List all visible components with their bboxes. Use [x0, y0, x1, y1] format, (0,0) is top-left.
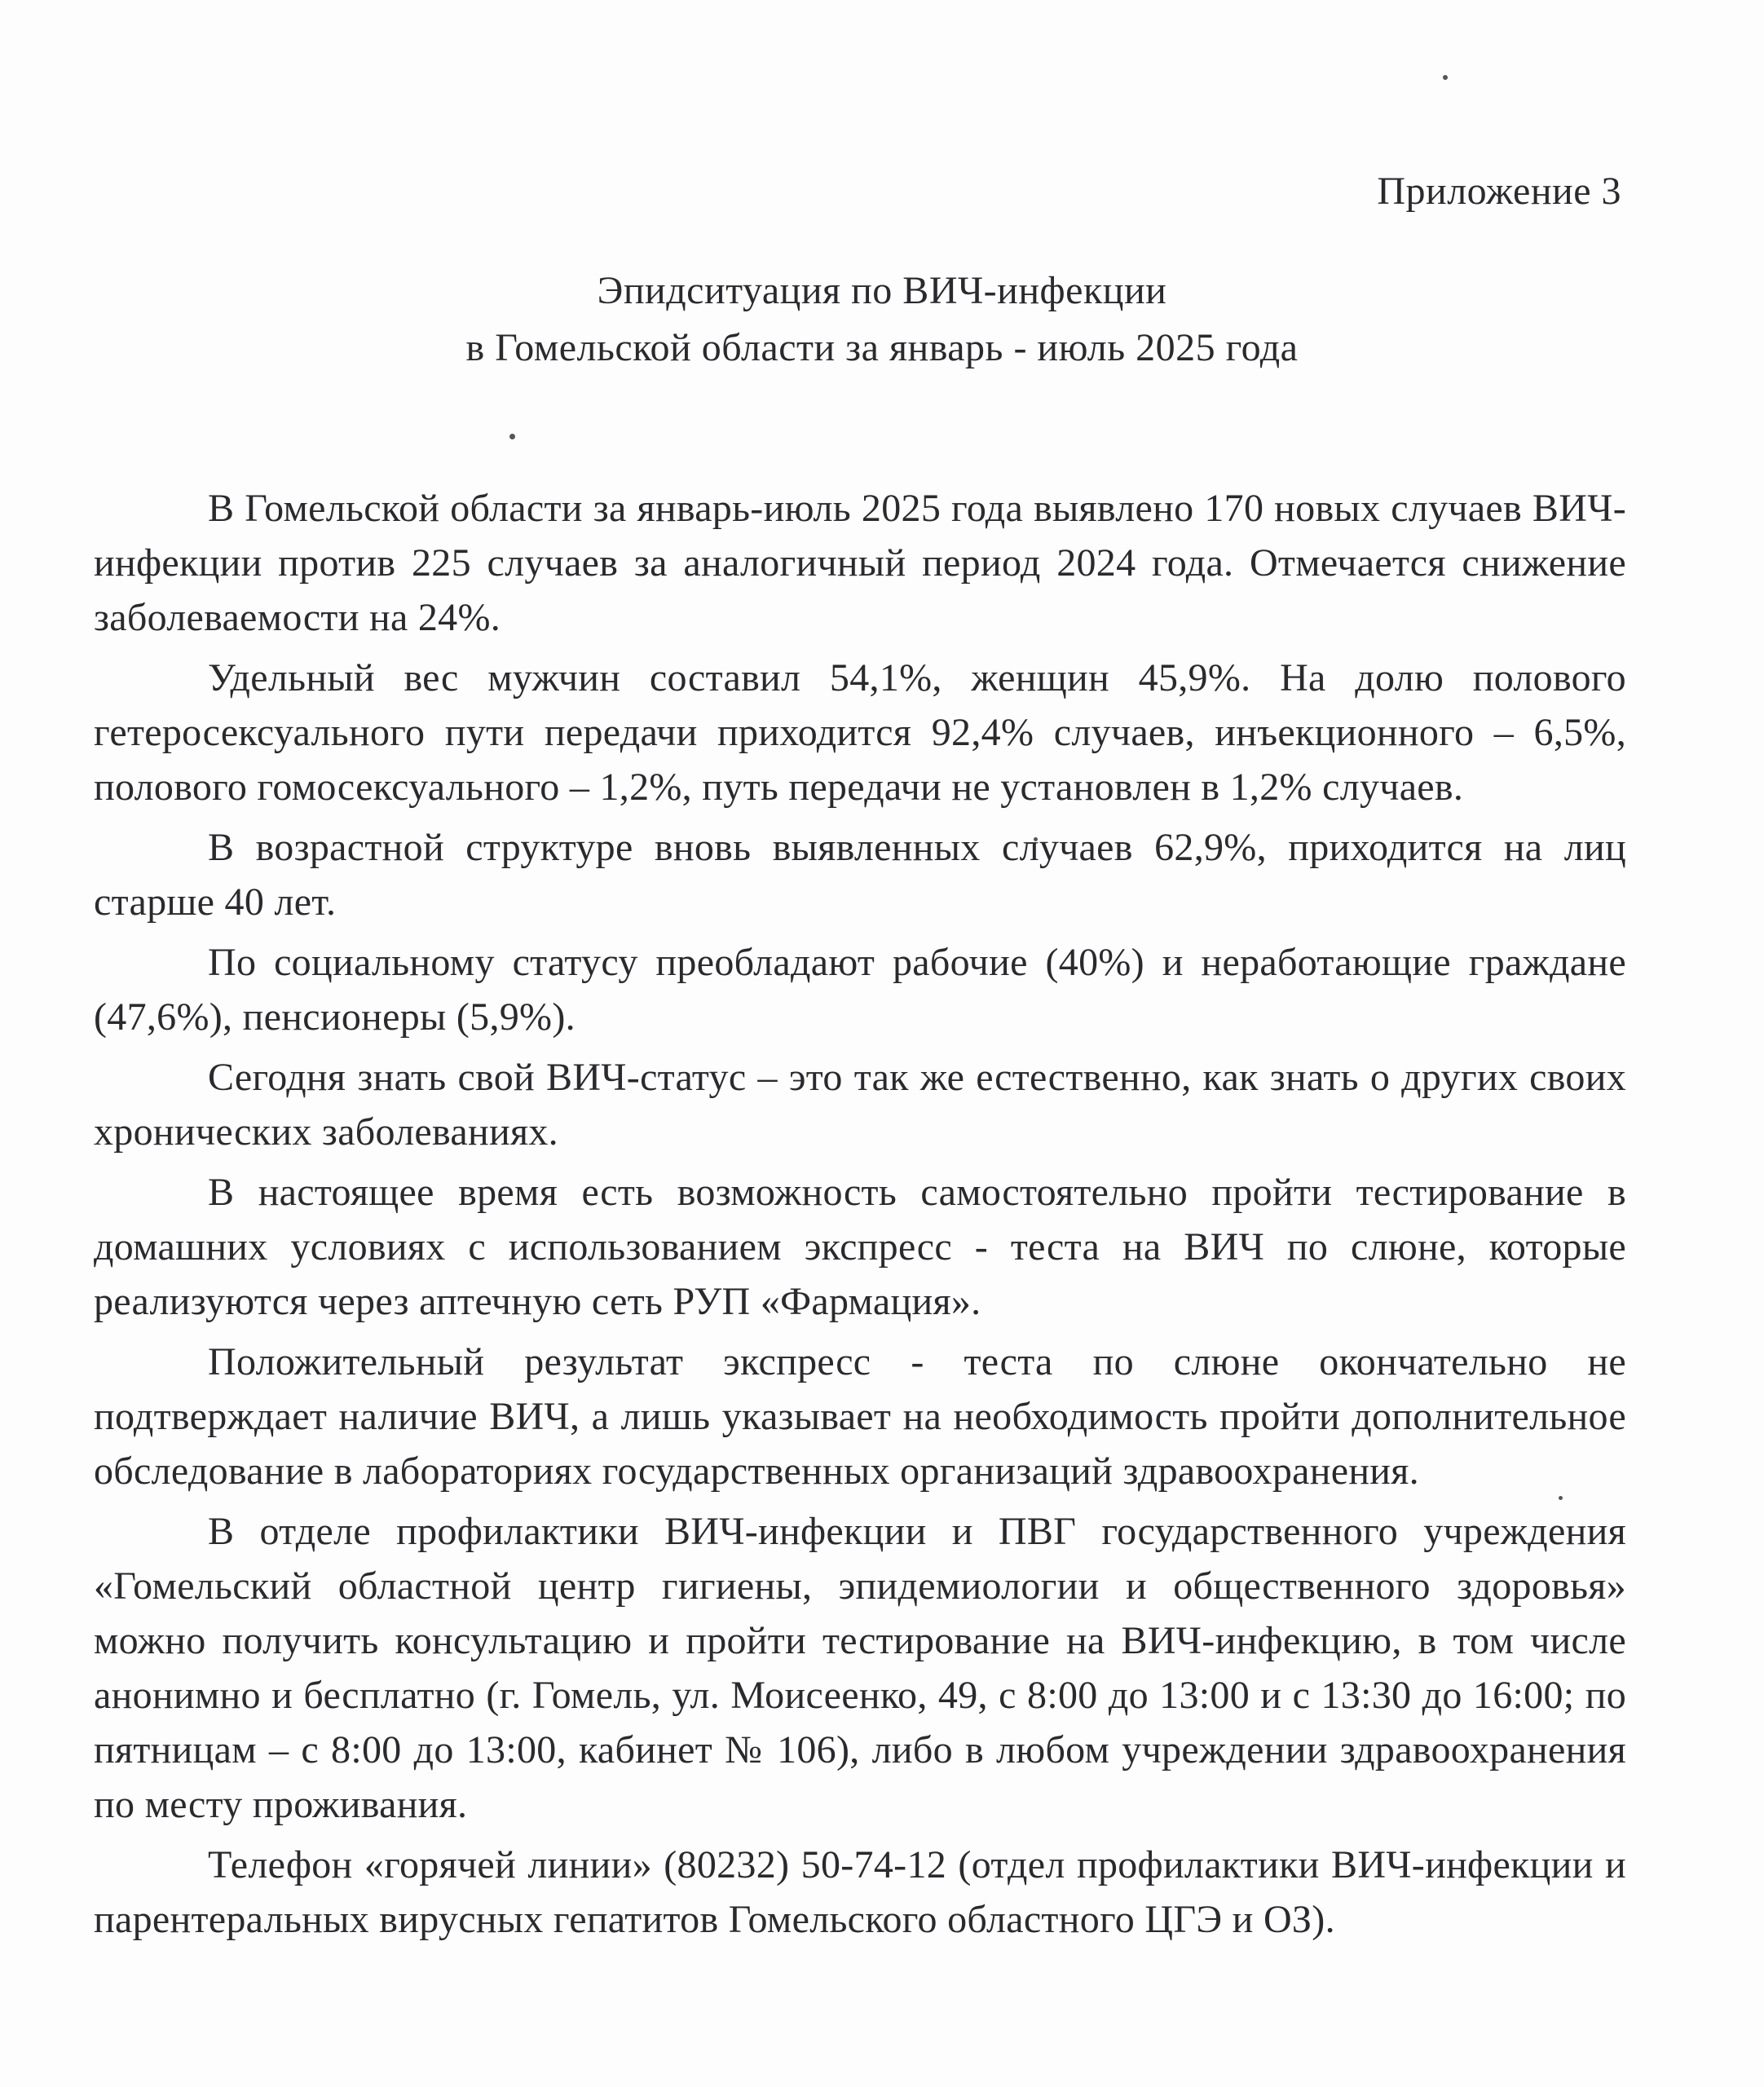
- title-line-1: Эпидситуация по ВИЧ-инфекции: [597, 269, 1167, 312]
- scan-speck: [1443, 75, 1448, 80]
- paragraph-consultation: В отделе профилактики ВИЧ-инфекции и ПВГ государственного учреждения «Гомельский областной центр гигиены, эпидемиологии и общественного здоровья» можно получить консультацию и пройти тестирование на ВИЧ-инфекцию, в том числе анонимно и бесплатно (г. Гомель, ул. Моисеенко, 49, с 8:00 до 13:00 и с 13:30 до 16:00; по пятницам – с 8:00 до 13:00, кабинет № 106), либо в любом учреждении здравоохранения по месту проживания.: [94, 1510, 1626, 1826]
- paragraph-positive-result: Положительный результат экспресс - теста по слюне окончательно не подтверждает наличие ВИЧ, а лишь указывает на необходимость пройти дополнительное обследование в лабораториях государственных организаций здравоохранения.: [94, 1340, 1626, 1493]
- paragraph-know-status: Сегодня знать свой ВИЧ-статус – это так же естественно, как знать о других своих хронических заболеваниях.: [94, 1056, 1626, 1154]
- paragraph-transmission: Удельный вес мужчин составил 54,1%, женщин 45,9%. На долю полового гетеросексуального пути передачи приходится 92,4% случаев, инъекционного – 6,5%, полового гомосексуального – 1,2%, путь передачи не установлен в 1,2% случаев.: [94, 656, 1626, 809]
- title-line-2: в Гомельской области за январь - июль 2025 года: [465, 326, 1299, 369]
- scan-speck: [509, 434, 515, 439]
- paragraph-new-cases: В Гомельской области за январь-июль 2025 года выявлено 170 новых случаев ВИЧ-инфекции против 225 случаев за аналогичный период 2024 года. Отмечается снижение заболеваемости на 24%.: [94, 487, 1626, 639]
- paragraph-hotline: Телефон «горячей линии» (80232) 50-74-12 (отдел профилактики ВИЧ-инфекции и парентеральных вирусных гепатитов Гомельского областного ЦГЭ и ОЗ).: [94, 1843, 1626, 1941]
- appendix-label: Приложение 3: [1377, 170, 1621, 213]
- paragraph-social-status: По социальному статусу преобладают рабочие (40%) и неработающие граждане (47,6%), пенсионеры (5,9%).: [94, 941, 1626, 1039]
- paragraph-home-testing: В настоящее время есть возможность самостоятельно пройти тестирование в домашних условиях с использованием экспресс - теста на ВИЧ по слюне, которые реализуются через аптечную сеть РУП «Фармация».: [94, 1171, 1626, 1323]
- document-title: [0, 263, 1764, 377]
- document-body: [94, 481, 1626, 1952]
- paragraph-age-structure: В возрастной структуре вновь выявленных случаев 62,9%, приходится на лиц старше 40 лет.: [94, 826, 1626, 924]
